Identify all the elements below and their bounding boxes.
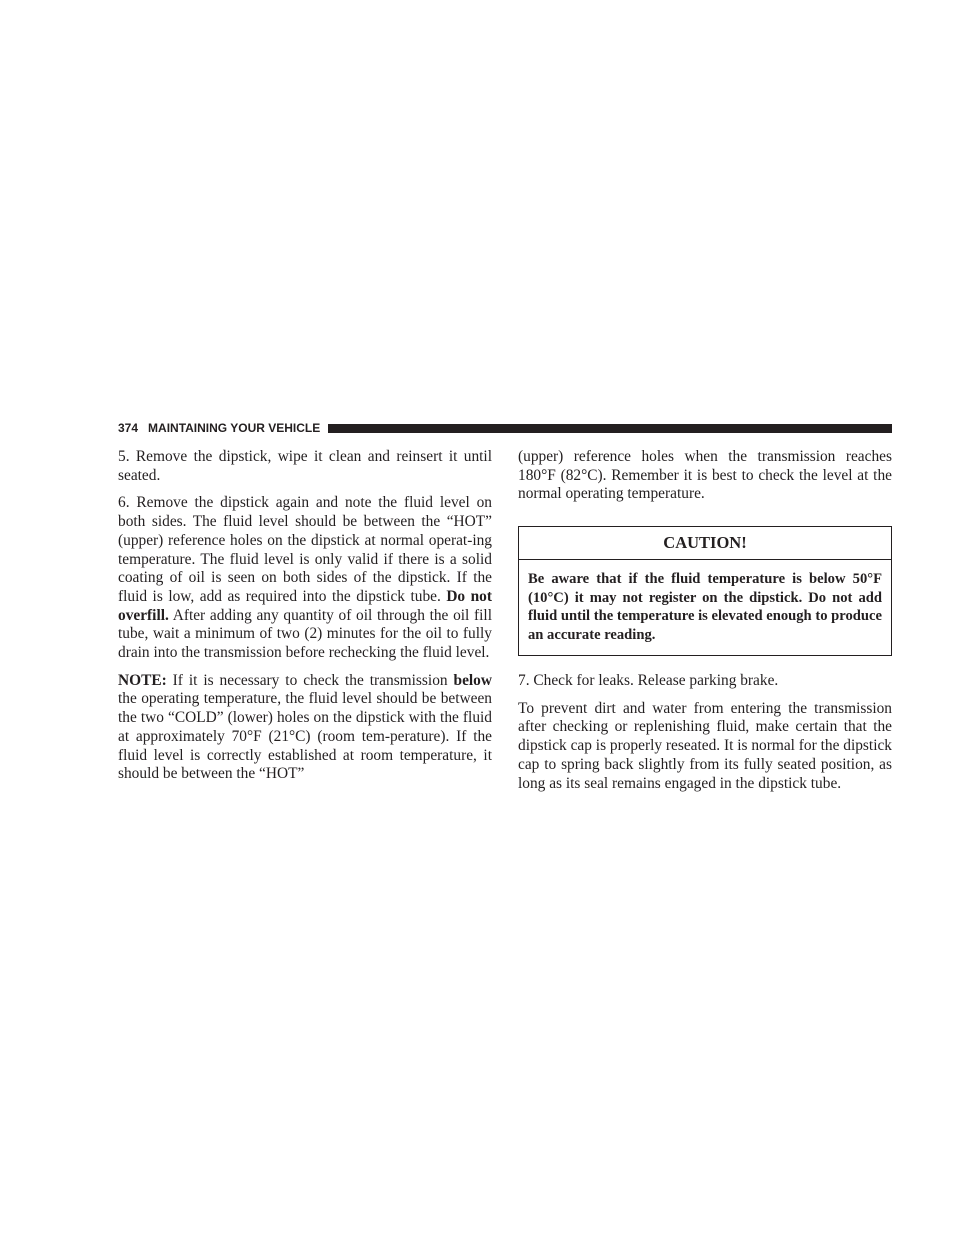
final-paragraph: To prevent dirt and water from entering the transmission after checking or replenishing fluid, make certain that the dipstick cap is properly reseated. It is normal for the dipstick cap to spring back slightly from its fully seated position, as long as its seal remains engaged in the dipstick tube.	[518, 699, 892, 792]
caution-title: CAUTION!	[519, 527, 891, 560]
header-rule	[328, 424, 892, 433]
step-7-paragraph: 7. Check for leaks. Release parking brake.	[518, 672, 779, 689]
note-text-b: the operating temperature, the fluid level should be between the two “COLD” (lower) holes on the dipstick with the fluid at approximately 70°F (21°C) (room tem-perature). If the fluid level is correctly established at room temperature, it should be between the “HOT”	[118, 690, 492, 783]
left-column	[118, 448, 492, 793]
note-paragraph	[118, 672, 492, 784]
right-column	[518, 448, 892, 802]
note-emphasis: below	[453, 671, 492, 689]
page-header	[118, 420, 892, 436]
caution-body: Be aware that if the fluid temperature is below 50°F (10°C) it may not register on the dipstick. Do not add fluid until the temperature is elevated enough to produce an accurate reading.	[528, 570, 882, 644]
note-text-a: If it is necessary to check the transmission	[166, 671, 454, 689]
note-label: NOTE:	[118, 671, 167, 689]
section-title: MAINTAINING YOUR VEHICLE	[148, 421, 321, 435]
caution-box	[518, 526, 892, 656]
step-6-text-b: After adding any quantity of oil through the oil fill tube, wait a minimum of two (2) minutes for the oil to fully drain into the transmission before rechecking the fluid level.	[118, 606, 492, 662]
page-number: 374	[118, 421, 139, 435]
continued-paragraph: (upper) reference holes when the transmission reaches 180°F (82°C). Remember it is best to check the level at the normal operating temperature.	[518, 448, 892, 503]
step-6-text-a: 6. Remove the dipstick again and note the fluid level on both sides. The fluid level should be between the “HOT” (upper) reference holes on the dipstick at normal operat-ing temperature. The fluid level is only valid if there is a solid coating of oil is seen on both sides of the dipstick. If the fluid is low, add as required into the dipstick tube.	[118, 494, 492, 605]
do-not-overfill-warning: Do not overfill.	[118, 587, 492, 624]
step-6-paragraph	[118, 494, 492, 662]
step-5-paragraph: 5. Remove the dipstick, wipe it clean and reinsert it until seated.	[118, 448, 492, 484]
